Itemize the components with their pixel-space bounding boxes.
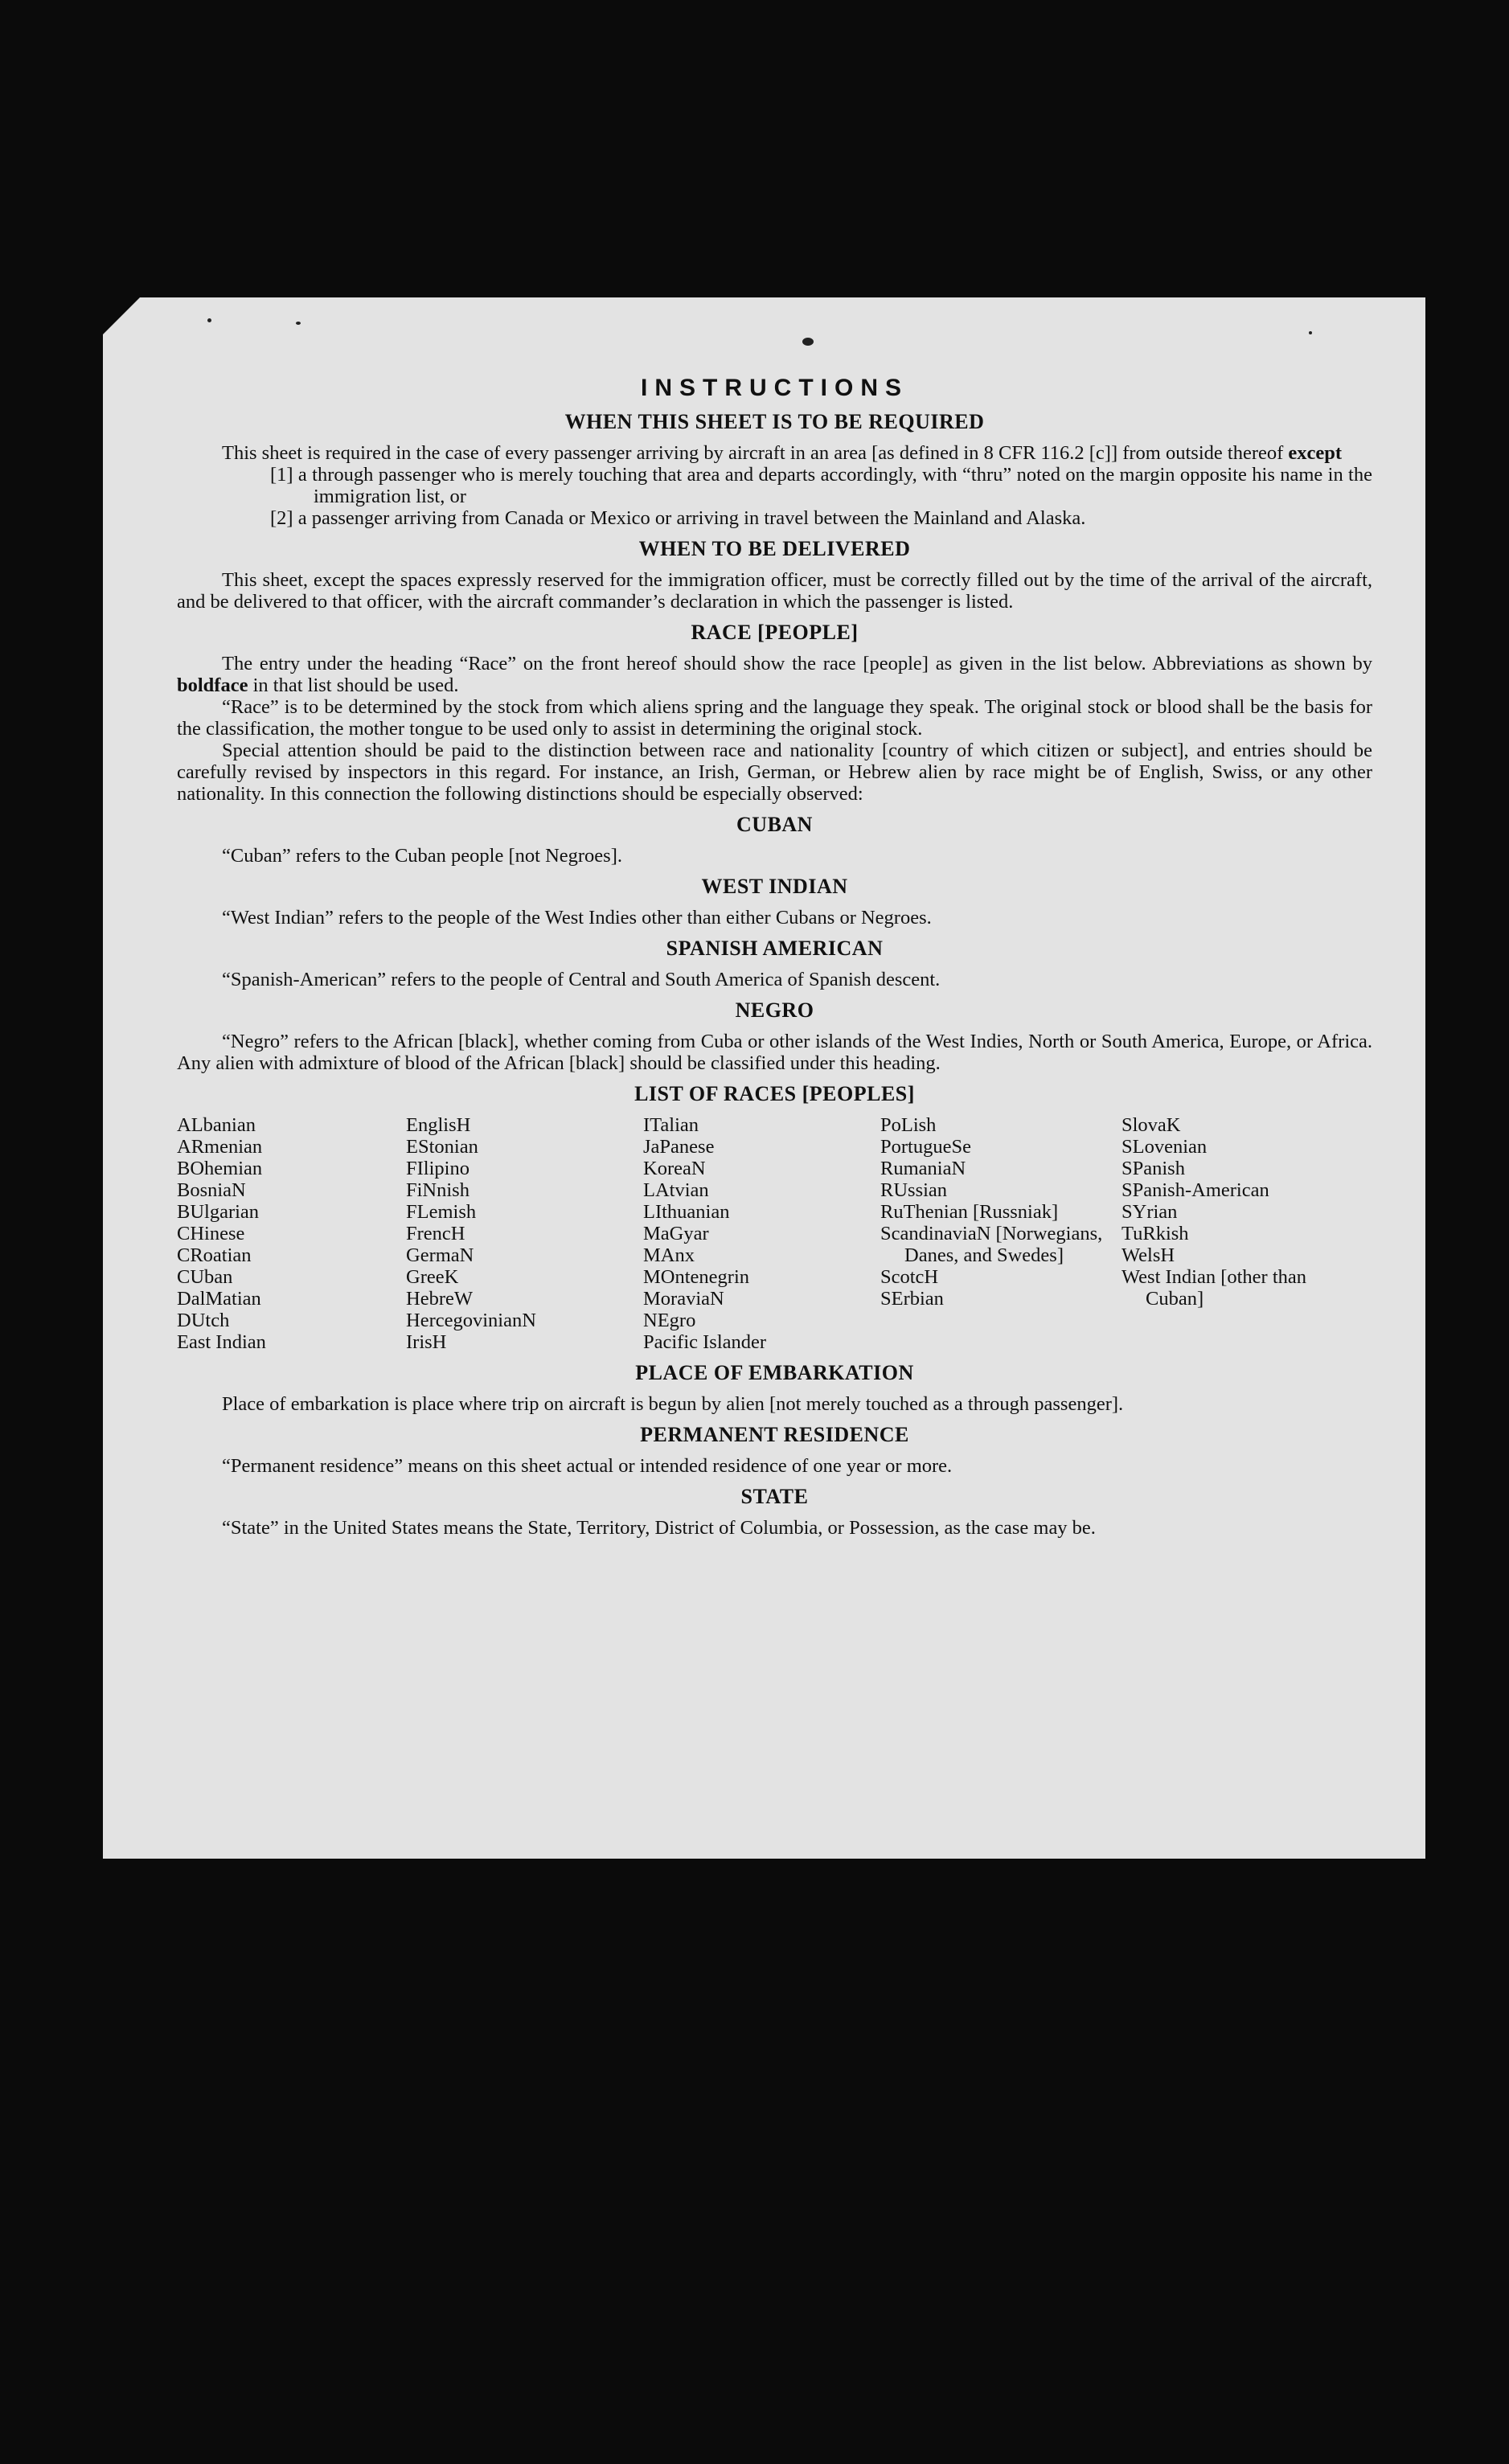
negro-text: “Negro” refers to the African [black], whether coming from Cuba or other islands of the West Indies, North or South America, Europe, or Africa. Any alien with admixture of blood of the African [black] should be classified under this heading.	[177, 1031, 1372, 1074]
west-indian-text: “West Indian” refers to the people of the West Indies other than either Cubans or Negroes.	[222, 907, 932, 929]
race-entry: CUban	[177, 1266, 233, 1288]
speck	[802, 338, 814, 346]
instruction-sheet	[103, 297, 1425, 1859]
race-entry: SLovenian	[1121, 1136, 1208, 1158]
race-entry: GreeK	[406, 1266, 459, 1288]
race-entry: EStonian	[406, 1136, 478, 1158]
race-entry: Pacific Islander	[643, 1331, 767, 1353]
race-entry: CHinese	[177, 1223, 245, 1244]
race-entry: TuRkish	[1121, 1223, 1189, 1244]
heading-cuban: CUBAN	[736, 813, 813, 836]
race-entry: DUtch	[177, 1310, 230, 1331]
spanish-american-text: “Spanish-American” refers to the people of Central and South America of Spanish descent.	[222, 969, 941, 990]
heading-list-of-races: LIST OF RACES [PEOPLES]	[634, 1082, 915, 1105]
race-entry: KoreaN	[643, 1158, 706, 1179]
race-entry: MaGyar	[643, 1223, 709, 1244]
race-entry: FrencH	[406, 1223, 465, 1244]
state-text: “State” in the United States means the State, Territory, District of Columbia, or Possession, as the case may be.	[222, 1517, 1096, 1539]
except-bold: except	[1288, 442, 1343, 464]
races-column-3	[643, 1114, 880, 1353]
race-entry: NEgro	[643, 1310, 696, 1331]
race-entry: SPanish-American	[1121, 1179, 1269, 1201]
cuban-text: “Cuban” refers to the Cuban people [not Negroes].	[222, 845, 622, 867]
boldface-word: boldface	[177, 674, 248, 696]
heading-race: RACE [PEOPLE]	[691, 621, 859, 644]
race-entry: MAnx	[643, 1244, 695, 1266]
embarkation-text: Place of embarkation is place where trip on aircraft is begun by alien [not merely touched as a through passenger].	[222, 1393, 1124, 1415]
race-entry: LAtvian	[643, 1179, 709, 1201]
heading-spanish-american: SPANISH AMERICAN	[666, 937, 884, 960]
heading-place-of-embarkation: PLACE OF EMBARKATION	[635, 1361, 914, 1384]
heading-permanent-residence: PERMANENT RESIDENCE	[640, 1423, 909, 1446]
heading-when-delivered: WHEN TO BE DELIVERED	[638, 537, 911, 560]
races-column-1	[177, 1114, 406, 1353]
race-entry: EnglisH	[406, 1114, 471, 1136]
race-entry: SPanish	[1121, 1158, 1185, 1179]
race-entry: SlovaK	[1121, 1114, 1181, 1136]
exception-list	[270, 464, 1372, 529]
race-entry: FiNnish	[406, 1179, 470, 1201]
races-column-2	[406, 1114, 643, 1353]
race-entry: SErbian	[880, 1288, 944, 1310]
race-entry: ScandinaviaN [Norwegians, Danes, and Swedes]	[880, 1223, 1103, 1266]
race-paragraph-2: “Race” is to be determined by the stock from which aliens spring and the language they speak. The original stock or blood shall be the basis for the classification, the mother tongue to be used only to assist in determining the original stock.	[177, 696, 1372, 740]
speck	[207, 318, 211, 322]
race-entry: HebreW	[406, 1288, 473, 1310]
heading-negro: NEGRO	[735, 998, 814, 1022]
race-entry: MOntenegrin	[643, 1266, 749, 1288]
race-entry: RuThenian [Russniak]	[880, 1201, 1059, 1223]
race-entry: WelsH	[1121, 1244, 1175, 1266]
race-entry: GermaN	[406, 1244, 474, 1266]
race-entry: BOhemian	[177, 1158, 263, 1179]
races-column-4	[880, 1114, 1121, 1353]
heading-west-indian: WEST INDIAN	[701, 875, 848, 898]
race-entry: SYrian	[1121, 1201, 1178, 1223]
race-entry: CRoatian	[177, 1244, 252, 1266]
races-list	[177, 1114, 1372, 1353]
race-entry: West Indian [other than Cuban]	[1121, 1266, 1307, 1310]
race-entry: PortugueSe	[880, 1136, 971, 1158]
heading-state: STATE	[740, 1485, 809, 1508]
race-entry: PoLish	[880, 1114, 937, 1136]
race-entry: FIlipino	[406, 1158, 470, 1179]
race-entry: RUssian	[880, 1179, 948, 1201]
race-entry: ITalian	[643, 1114, 699, 1136]
required-intro: This sheet is required in the case of every passenger arriving by aircraft in an area [as defined in 8 CFR 116.2 [c]] from outside thereof except	[222, 442, 1343, 464]
race-entry: East Indian	[177, 1331, 266, 1353]
race-entry: ScotcH	[880, 1266, 939, 1288]
delivered-text: This sheet, except the spaces expressly reserved for the immigration officer, must be correctly filled out by the time of the arrival of the aircraft, and be delivered to that officer, with the aircraft commander’s declaration in which the passenger is listed.	[177, 569, 1372, 613]
race-entry: IrisH	[406, 1331, 447, 1353]
speck	[296, 322, 301, 325]
race-entry: ALbanian	[177, 1114, 256, 1136]
folded-corner	[103, 297, 140, 334]
race-entry: BUlgarian	[177, 1201, 260, 1223]
race-entry: RumaniaN	[880, 1158, 966, 1179]
races-column-5	[1121, 1114, 1355, 1353]
exception-item-1: [1] a through passenger who is merely touching that area and departs accordingly, with “thru” noted on the margin opposite his name in the immigration list, or	[270, 464, 1372, 507]
heading-when-required: WHEN THIS SHEET IS TO BE REQUIRED	[564, 410, 985, 433]
race-paragraph-1: The entry under the heading “Race” on the front hereof should show the race [people] as given in the list below. Abbreviations as shown by boldface in that list should be used.	[177, 653, 1372, 696]
race-entry: HercegovinianN	[406, 1310, 536, 1331]
race-entry: LIthuanian	[643, 1201, 730, 1223]
race-paragraph-3: Special attention should be paid to the distinction between race and nationality [country of which citizen or subject], and entries should be carefully revised by inspectors in this regard. For instance, an Irish, German, or Hebrew alien by race might be of English, Swiss, or any other nationality. In this connection the following distinctions should be especially observed:	[177, 740, 1372, 805]
exception-item-2: [2] a passenger arriving from Canada or Mexico or arriving in travel between the Mainland and Alaska.	[270, 507, 1086, 529]
race-entry: ARmenian	[177, 1136, 263, 1158]
page-title: INSTRUCTIONS	[641, 375, 908, 401]
speck	[1309, 331, 1312, 334]
race-entry: MoraviaN	[643, 1288, 724, 1310]
race-entry: JaPanese	[643, 1136, 715, 1158]
race-entry: FLemish	[406, 1201, 477, 1223]
residence-text: “Permanent residence” means on this sheet actual or intended residence of one year or more.	[222, 1455, 953, 1477]
race-entry: DalMatian	[177, 1288, 261, 1310]
race-entry: BosniaN	[177, 1179, 246, 1201]
